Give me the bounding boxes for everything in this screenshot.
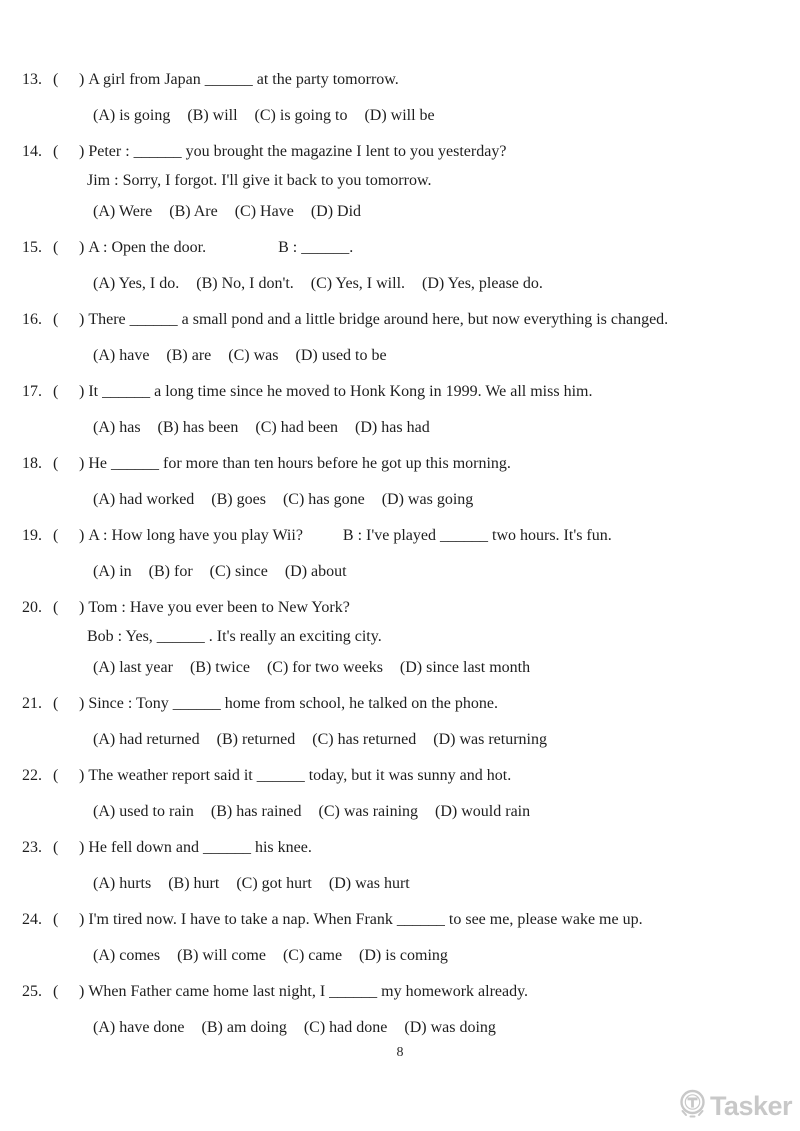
option-a: (A) have done (93, 1019, 185, 1036)
question-14 (0, 142, 800, 222)
option-b: (B) has been (157, 419, 239, 436)
option-a: (A) hurts (93, 875, 152, 892)
question-text: A : Open the door. B : ______. (88, 239, 354, 256)
answer-paren-close: ) (79, 911, 85, 928)
answer-paren-open: ( (53, 383, 59, 400)
question-17 (0, 382, 800, 438)
answer-paren-open: ( (53, 767, 59, 784)
option-b: (B) will come (177, 947, 266, 964)
answer-paren-open: ( (53, 599, 59, 616)
option-d: (D) used to be (295, 347, 387, 364)
answer-paren-close: ) (79, 527, 85, 544)
option-d: (D) was hurt (328, 875, 410, 892)
question-line (0, 982, 800, 1002)
option-c: (C) has gone (282, 491, 365, 508)
answer-paren-close: ) (79, 599, 85, 616)
option-a: (A) comes (93, 947, 161, 964)
question-text: A girl from Japan ______ at the party tomorrow. (88, 71, 399, 88)
question-18 (0, 454, 800, 510)
question-line (0, 70, 800, 90)
question-text: He ______ for more than ten hours before he got up this morning. (88, 455, 511, 472)
option-c: (C) Have (234, 203, 294, 220)
question-number: 17. (22, 383, 42, 400)
tasker-logo-icon (677, 1087, 708, 1125)
question-text: Tom : Have you ever been to New York? (88, 599, 350, 616)
question-number: 19. (22, 527, 42, 544)
question-23 (0, 838, 800, 894)
question-number: 20. (22, 599, 42, 616)
question-number: 15. (22, 239, 42, 256)
option-d: (D) was doing (404, 1019, 496, 1036)
option-d: (D) would rain (435, 803, 531, 820)
option-c: (C) was raining (318, 803, 419, 820)
question-number: 16. (22, 311, 42, 328)
question-25 (0, 982, 800, 1038)
question-text: Peter : ______ you brought the magazine I lent to you yesterday? (88, 143, 507, 160)
question-text: When Father came home last night, I ______ my homework already. (88, 983, 529, 1000)
option-d: (D) about (284, 563, 347, 580)
option-b: (B) twice (189, 659, 250, 676)
question-line (0, 142, 800, 162)
option-a: (A) had returned (93, 731, 200, 748)
question-16 (0, 310, 800, 366)
answer-paren-close: ) (79, 695, 85, 712)
answer-paren-open: ( (53, 839, 59, 856)
question-text: A : How long have you play Wii? B : I've played ______ two hours. It's fun. (88, 527, 612, 544)
option-c: (C) had done (303, 1019, 388, 1036)
answer-paren-open: ( (53, 143, 59, 160)
answer-paren-close: ) (79, 839, 85, 856)
option-c: (C) got hurt (236, 875, 312, 892)
question-text: The weather report said it ______ today, but it was sunny and hot. (88, 767, 512, 784)
question-continuation: Jim : Sorry, I forgot. I'll give it back to you tomorrow. (87, 172, 432, 189)
question-number: 13. (22, 71, 42, 88)
answer-paren-close: ) (79, 383, 85, 400)
options-row (0, 490, 800, 510)
option-a: (A) had worked (93, 491, 195, 508)
option-c: (C) for two weeks (266, 659, 383, 676)
question-22 (0, 766, 800, 822)
option-b: (B) goes (211, 491, 266, 508)
answer-paren-open: ( (53, 311, 59, 328)
options-row (0, 802, 800, 822)
option-d: (D) was going (381, 491, 474, 508)
answer-paren-open: ( (53, 455, 59, 472)
option-b: (B) for (148, 563, 193, 580)
option-d: (D) Did (310, 203, 362, 220)
answer-paren-open: ( (53, 911, 59, 928)
option-a: (A) used to rain (93, 803, 194, 820)
answer-paren-close: ) (79, 983, 85, 1000)
question-line (0, 910, 800, 930)
option-d: (D) was returning (433, 731, 547, 748)
answer-paren-close: ) (79, 71, 85, 88)
options-row (0, 730, 800, 750)
options-row (0, 202, 800, 222)
option-c: (C) is going to (254, 107, 348, 124)
option-d: (D) since last month (399, 659, 531, 676)
option-b: (B) Are (169, 203, 218, 220)
answer-paren-close: ) (79, 455, 85, 472)
question-line (0, 454, 800, 474)
question-24 (0, 910, 800, 966)
question-line (0, 382, 800, 402)
watermark (677, 1087, 792, 1125)
answer-paren-close: ) (79, 311, 85, 328)
option-a: (A) Were (93, 203, 153, 220)
option-c: (C) had been (255, 419, 339, 436)
option-a: (A) Yes, I do. (93, 275, 180, 292)
question-text: Since : Tony ______ home from school, he talked on the phone. (88, 695, 498, 712)
options-row (0, 946, 800, 966)
answer-paren-close: ) (79, 143, 85, 160)
options-row (0, 658, 800, 678)
question-20 (0, 598, 800, 678)
question-number: 24. (22, 911, 42, 928)
question-13 (0, 70, 800, 126)
option-d: (D) will be (364, 107, 435, 124)
question-text: It ______ a long time since he moved to Honk Kong in 1999. We all miss him. (88, 383, 593, 400)
option-c: (C) since (209, 563, 268, 580)
watermark-brand-text: Tasker (709, 1090, 792, 1121)
option-b: (B) hurt (168, 875, 220, 892)
option-a: (A) is going (93, 107, 171, 124)
option-c: (C) has returned (312, 731, 417, 748)
question-continuation: Bob : Yes, ______ . It's really an exciting city. (87, 628, 382, 645)
question-line (0, 766, 800, 786)
option-d: (D) is coming (359, 947, 448, 964)
option-d: (D) has had (355, 419, 430, 436)
answer-paren-open: ( (53, 983, 59, 1000)
option-b: (B) has rained (210, 803, 302, 820)
question-21 (0, 694, 800, 750)
question-number: 23. (22, 839, 42, 856)
question-line (0, 238, 800, 258)
option-c: (C) was (228, 347, 279, 364)
option-b: (B) are (166, 347, 212, 364)
question-text: There ______ a small pond and a little bridge around here, but now everything is changed. (88, 311, 669, 328)
option-b: (B) returned (216, 731, 296, 748)
answer-paren-close: ) (79, 239, 85, 256)
question-number: 25. (22, 983, 42, 1000)
question-number: 18. (22, 455, 42, 472)
options-row (0, 418, 800, 438)
question-line (0, 526, 800, 546)
option-a: (A) has (93, 419, 141, 436)
option-c: (C) came (282, 947, 343, 964)
option-c: (C) Yes, I will. (310, 275, 406, 292)
option-a: (A) in (93, 563, 132, 580)
options-row (0, 1018, 800, 1038)
question-number: 14. (22, 143, 42, 160)
question-text: I'm tired now. I have to take a nap. When Frank ______ to see me, please wake me up. (88, 911, 643, 928)
option-a: (A) last year (93, 659, 173, 676)
options-row (0, 562, 800, 582)
question-line (0, 838, 800, 858)
options-row (0, 106, 800, 126)
option-d: (D) Yes, please do. (422, 275, 543, 292)
question-number: 21. (22, 695, 42, 712)
options-row (0, 346, 800, 366)
question-19 (0, 526, 800, 582)
option-a: (A) have (93, 347, 150, 364)
answer-paren-open: ( (53, 527, 59, 544)
answer-paren-open: ( (53, 239, 59, 256)
question-text: He fell down and ______ his knee. (88, 839, 312, 856)
question-number: 22. (22, 767, 42, 784)
options-row (0, 874, 800, 894)
answer-paren-open: ( (53, 695, 59, 712)
question-line (0, 598, 800, 618)
question-line (0, 310, 800, 330)
answer-paren-close: ) (79, 767, 85, 784)
option-b: (B) No, I don't. (196, 275, 294, 292)
question-15 (0, 238, 800, 294)
option-b: (B) am doing (201, 1019, 287, 1036)
question-line (0, 694, 800, 714)
answer-paren-open: ( (53, 71, 59, 88)
page-number: 8 (396, 1045, 404, 1060)
options-row (0, 274, 800, 294)
option-b: (B) will (187, 107, 238, 124)
